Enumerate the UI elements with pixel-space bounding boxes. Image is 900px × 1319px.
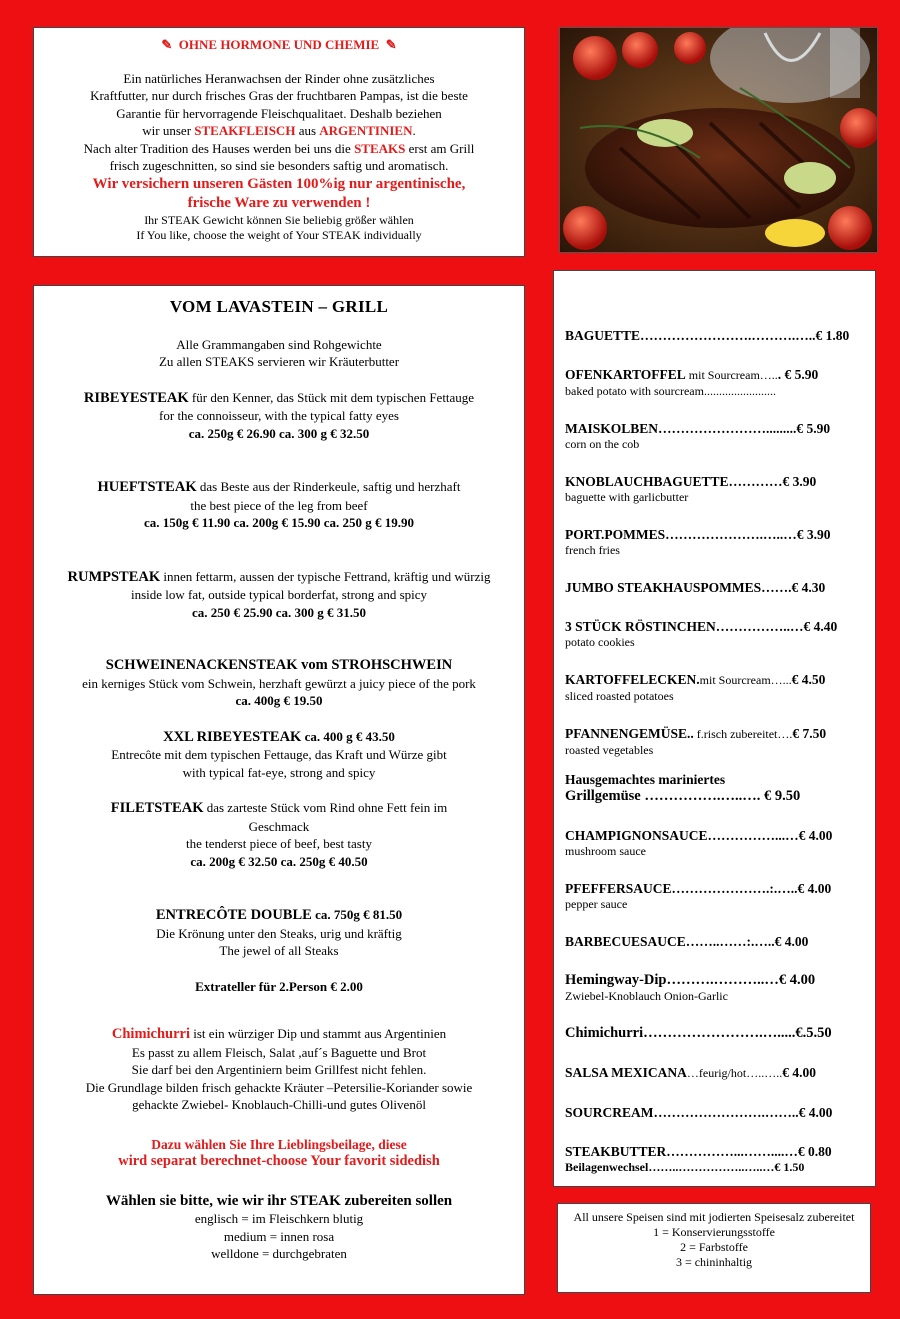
side-change-fee: Beilagenwechsel……..……………..…..…€ 1.50 bbox=[565, 1160, 805, 1174]
side-item-leader: …………………….…..... bbox=[643, 1025, 796, 1041]
side-item-translation: potato cookies bbox=[565, 635, 635, 649]
side-item-line bbox=[565, 1025, 863, 1042]
side-item bbox=[565, 1143, 863, 1174]
preparation-rare: englisch = im Fleischkern blutig bbox=[194, 1211, 364, 1226]
side-item-name: KARTOFFELECKEN. bbox=[565, 672, 700, 687]
side-item-leader: ……………...……....… bbox=[666, 1144, 798, 1159]
intro-line: wir unser STEAKFLEISCH aus ARGENTINIEN. bbox=[142, 123, 416, 138]
guarantee-line: Wir versichern unseren Gästen 100%ig nur argentinische, bbox=[92, 175, 466, 192]
side-item-price: € 0.80 bbox=[797, 1144, 832, 1159]
fleuron-right-icon: ✎ bbox=[385, 37, 397, 52]
filet-name: FILETSTEAK bbox=[110, 800, 204, 816]
side-item-line: Grillgemüse …………….…..…. € 9.50 bbox=[565, 788, 801, 804]
side-item-leader: ………………….:.….. bbox=[671, 881, 798, 896]
side-item bbox=[565, 327, 863, 344]
side-item-line: PFANNENGEMÜSE.. f.risch zubereitet….€ 7.50 bbox=[565, 726, 827, 741]
side-item-leader: ………… bbox=[728, 474, 783, 489]
side-item-leader: ………………….…..… bbox=[665, 527, 797, 542]
side-item-line bbox=[565, 618, 863, 635]
weight-note-de: Ihr STEAK Gewicht können Sie beliebig größer wählen bbox=[144, 212, 414, 227]
side-item bbox=[565, 579, 863, 596]
side-item bbox=[565, 473, 863, 504]
side-item-price: €.5.50 bbox=[795, 1025, 832, 1041]
schweinenacken-name: SCHWEINENACKENSTEAK vom STROHSCHWEIN bbox=[105, 657, 453, 673]
rump-name: RUMPSTEAK bbox=[67, 568, 161, 585]
side-item-translation: french fries bbox=[565, 543, 620, 557]
side-item-name: PFANNENGEMÜSE.. bbox=[565, 726, 694, 741]
intro-heading-text: OHNE HORMONE UND CHEMIE bbox=[178, 37, 380, 52]
side-item-leader: . bbox=[777, 367, 782, 382]
side-item-price: € 7.50 bbox=[792, 726, 827, 741]
side-item bbox=[565, 366, 863, 398]
side-item-price: € 4.40 bbox=[803, 619, 838, 634]
side-item-line bbox=[565, 827, 863, 844]
ribeye-name: RIBEYESTEAK bbox=[83, 389, 189, 406]
raw-weight-note: Alle Grammangaben sind Rohgewichte bbox=[176, 336, 382, 352]
side-item-price: € 4.00 bbox=[798, 1105, 833, 1120]
side-item-translation: pepper sauce bbox=[565, 897, 628, 911]
fleuron-left-icon: ✎ bbox=[161, 37, 173, 52]
xxl-ribeye-price: ca. 400 g € 43.50 bbox=[301, 728, 395, 744]
side-item-name: PFEFFERSAUCE bbox=[565, 881, 672, 896]
side-item-price: € 4.30 bbox=[791, 580, 826, 595]
side-item-name: BAGUETTE bbox=[565, 328, 641, 343]
steakfleisch-highlight: STEAKFLEISCH bbox=[194, 123, 296, 138]
side-item-name: PORT.POMMES bbox=[565, 527, 666, 542]
side-item-translation: mushroom sauce bbox=[565, 844, 646, 858]
iodized-salt-note: All unsere Speisen sind mit jodierten Speisesalz zubereitet bbox=[573, 1210, 855, 1224]
side-item-line bbox=[565, 933, 863, 950]
argentinien-highlight: ARGENTINIEN bbox=[319, 123, 413, 138]
grill-menu-box bbox=[33, 285, 525, 1295]
hueft-name: HUEFTSTEAK bbox=[97, 479, 197, 495]
side-item-price: € 1.80 bbox=[815, 328, 850, 343]
side-item-price: € 5.90 bbox=[796, 421, 831, 436]
intro-line: Garantie für hervorragende Fleischqualitaet. Deshalb beziehen bbox=[116, 105, 442, 121]
weight-note-en: If You like, choose the weight of Your STEAK individually bbox=[136, 227, 422, 242]
side-item-line: KARTOFFELECKEN.mit Sourcream…...€ 4.50 bbox=[565, 672, 826, 687]
side-item-line bbox=[565, 1143, 863, 1160]
side-item bbox=[565, 827, 863, 858]
intro-line: frisch zugeschnitten, so sind sie besonders saftig und aromatisch. bbox=[109, 158, 449, 173]
side-dishes-box bbox=[553, 270, 876, 1187]
ribeye-item: RIBEYESTEAK für den Kenner, das Stück mit dem typischen Fettauge for the connoisseur, with the typical fatty eyes ca. 250g € 26.90 ca. 300 g € 32.50 bbox=[40, 389, 518, 443]
side-item-translation: baguette with garlicbutter bbox=[565, 490, 689, 504]
intro-heading bbox=[44, 36, 514, 54]
preparation-welldone: welldone = durchgebraten bbox=[211, 1246, 347, 1261]
side-item bbox=[565, 1025, 863, 1042]
schweinenacken-item: SCHWEINENACKENSTEAK vom STROHSCHWEIN ein kerniges Stück vom Schwein, herzhaft gewürzt a juicy piece of the pork ca. 400g € 19.50 bbox=[40, 657, 518, 710]
side-item-line bbox=[565, 526, 863, 543]
side-item-leader: …………………….…….. bbox=[653, 1105, 799, 1120]
side-item bbox=[565, 671, 863, 703]
legend-item: 1 = Konservierungsstoffe bbox=[653, 1225, 775, 1239]
hueft-price: ca. 150g € 11.90 ca. 200g € 15.90 ca. 250 g € 19.90 bbox=[143, 515, 415, 530]
xxl-ribeye-name: XXL RIBEYESTEAK bbox=[163, 728, 302, 745]
entrecote-name: ENTRECÔTE DOUBLE bbox=[155, 907, 312, 923]
sidedish-note-en: wird separat berechnet-choose Your favorit sidedish bbox=[118, 1153, 440, 1169]
preparation-title: Wählen sie bitte, wie wir ihr STEAK zubereiten sollen bbox=[105, 1192, 453, 1209]
grill-title: VOM LAVASTEIN – GRILL bbox=[169, 297, 389, 316]
side-item-leader: ……….………..… bbox=[666, 972, 779, 988]
side-item-leader: ……………...… bbox=[707, 828, 799, 843]
chimichurri-info: Chimichurri ist ein würziger Dip und stammt aus Argentinien Es passt zu allem Fleisch, Salat ,auf´s Baguette und Brot Sie darf bei den Argentiniern beim Grillfest nicht fehlen. Die Grundlage bilden frisch gehackte Kräuter –Petersilie-Koriander sowie gehackte Zwiebel- Knoblauch-Chilli-und gutes Olivenöl bbox=[85, 1026, 473, 1112]
side-item-leader: ……..……:.….. bbox=[685, 934, 775, 949]
guarantee-line: frische Ware zu verwenden ! bbox=[187, 194, 371, 211]
side-item bbox=[565, 1104, 863, 1121]
ribeye-price: ca. 250g € 26.90 ca. 300 g € 32.50 bbox=[188, 425, 370, 441]
rump-price: ca. 250 € 25.90 ca. 300 g € 31.50 bbox=[191, 604, 367, 620]
side-item-line bbox=[565, 327, 863, 344]
side-item-name: 3 STÜCK RÖSTINCHEN bbox=[565, 619, 716, 634]
side-item bbox=[565, 526, 863, 557]
filet-price: ca. 200g € 32.50 ca. 250g € 40.50 bbox=[190, 853, 368, 869]
side-item-translation: sliced roasted potatoes bbox=[565, 689, 674, 703]
side-item-price: € 4.50 bbox=[791, 672, 826, 687]
rump-item: RUMPSTEAK innen fettarm, aussen der typische Fettrand, kräftig und würzig inside low fat, outside typical borderfat, strong and spicy ca. 250 € 25.90 ca. 300 g € 31.50 bbox=[40, 568, 518, 622]
entrecote-price: ca. 750g € 81.50 bbox=[311, 907, 403, 922]
side-item-leader: ……. bbox=[761, 580, 792, 595]
chimichurri-name: Chimichurri bbox=[111, 1026, 191, 1042]
side-item-name: CHAMPIGNONSAUCE bbox=[565, 828, 708, 843]
side-item bbox=[565, 933, 863, 950]
side-item-name: Chimichurri bbox=[565, 1025, 644, 1041]
intro-line: Nach alter Tradition des Hauses werden bei uns die STEAKS erst am Grill bbox=[83, 140, 475, 156]
side-item-line bbox=[565, 972, 863, 989]
side-item bbox=[565, 618, 863, 649]
legend-item: 3 = chininhaltig bbox=[675, 1255, 753, 1269]
hueft-item: HUEFTSTEAK das Beste aus der Rinderkeule, saftig und herzhaft the best piece of the leg from beef ca. 150g € 11.90 ca. 200g € 15.90 ca. 250 g € 19.90 bbox=[40, 478, 518, 532]
side-item-price: € 4.00 bbox=[798, 828, 833, 843]
side-item-line: OFENKARTOFFEL mit Sourcream…... € 5.90 bbox=[565, 367, 819, 382]
side-item-name: JUMBO STEAKHAUSPOMMES bbox=[565, 580, 762, 595]
side-item bbox=[565, 725, 863, 757]
side-item-translation: corn on the cob bbox=[565, 437, 640, 451]
side-item-name: SALSA MEXICANA bbox=[565, 1065, 687, 1080]
schweinenacken-price: ca. 400g € 19.50 bbox=[235, 693, 323, 708]
herb-butter-note: Zu allen STEAKS servieren wir Kräuterbutter bbox=[158, 354, 400, 369]
side-item-name: OFENKARTOFFEL bbox=[565, 367, 686, 382]
side-item-line bbox=[565, 420, 863, 437]
legend-item: 2 = Farbstoffe bbox=[680, 1240, 748, 1254]
side-item-price: € 4.00 bbox=[778, 972, 816, 988]
side-item-translation: Zwiebel-Knoblauch Onion-Garlic bbox=[565, 989, 728, 1003]
side-item-translation: baked potato with sourcream........................ bbox=[565, 384, 776, 398]
side-item-name: SOURCREAM bbox=[565, 1105, 654, 1120]
side-item bbox=[565, 420, 863, 451]
side-item-name: BARBECUESAUCE bbox=[565, 934, 686, 949]
side-item-name: Hausgemachtes mariniertes bbox=[565, 772, 726, 787]
sidedish-note: Dazu wählen Sie Ihre Lieblingsbeilage, diese bbox=[151, 1136, 407, 1152]
side-item bbox=[565, 880, 863, 911]
side-item-name: KNOBLAUCHBAGUETTE bbox=[565, 474, 729, 489]
side-item-price: € 5.90 bbox=[781, 367, 819, 382]
side-item-price: € 4.00 bbox=[797, 881, 832, 896]
entrecote-item: ENTRECÔTE DOUBLE ca. 750g € 81.50 Die Krönung unter den Steaks, urig und kräftig The jewel of all Steaks bbox=[155, 907, 403, 958]
side-item-name: STEAKBUTTER bbox=[565, 1144, 667, 1159]
filet-item: FILETSTEAK das zarteste Stück vom Rind ohne Fett fein im Geschmack the tenderst piece of beef, best tasty ca. 200g € 32.50 ca. 250g € 40.50 bbox=[40, 799, 518, 870]
intro-line: Kraftfutter, nur durch frisches Gras der fruchtbaren Pampas, ist die beste bbox=[90, 88, 468, 103]
preparation-medium: medium = innen rosa bbox=[223, 1228, 335, 1244]
side-item-leader: ……………………......... bbox=[658, 421, 797, 436]
side-item-line bbox=[565, 1104, 863, 1121]
side-item bbox=[565, 771, 863, 805]
side-item bbox=[565, 1064, 863, 1082]
intro-box bbox=[33, 27, 525, 257]
side-item-name: MAISKOLBEN bbox=[565, 421, 659, 436]
xxl-ribeye-item: XXL RIBEYESTEAK ca. 400 g € 43.50 Entrecôte mit dem typischen Fettauge, das Kraft und Würze gibt with typical fat-eye, strong and spicy bbox=[111, 728, 447, 780]
side-item bbox=[565, 972, 863, 1003]
steak-photo bbox=[559, 27, 878, 253]
steak-photo-illustration bbox=[560, 28, 877, 252]
side-item-translation: roasted vegetables bbox=[565, 743, 654, 757]
side-item-leader: ……………..… bbox=[715, 619, 804, 634]
side-item-price: € 3.90 bbox=[796, 527, 831, 542]
extra-plate-note: Extrateller für 2.Person € 2.00 bbox=[195, 978, 363, 994]
additives-legend bbox=[557, 1203, 871, 1293]
side-item-line bbox=[565, 473, 863, 490]
side-item-price: € 4.00 bbox=[774, 934, 809, 949]
side-item-line bbox=[565, 771, 863, 788]
side-item-leader: …………………….……….….. bbox=[640, 328, 816, 343]
steaks-highlight: STEAKS bbox=[354, 140, 406, 156]
side-item-line bbox=[565, 880, 863, 897]
intro-line: Ein natürliches Heranwachsen der Rinder ohne zusätzliches bbox=[123, 70, 435, 86]
side-item-price: € 3.90 bbox=[782, 474, 817, 489]
side-item-name: Hemingway-Dip bbox=[565, 972, 667, 988]
side-item-line bbox=[565, 579, 863, 596]
side-item-price: € 4.00 bbox=[782, 1065, 816, 1080]
side-item-line: SALSA MEXICANA…feurig/hot…..…..€ 4.00 bbox=[565, 1065, 816, 1080]
